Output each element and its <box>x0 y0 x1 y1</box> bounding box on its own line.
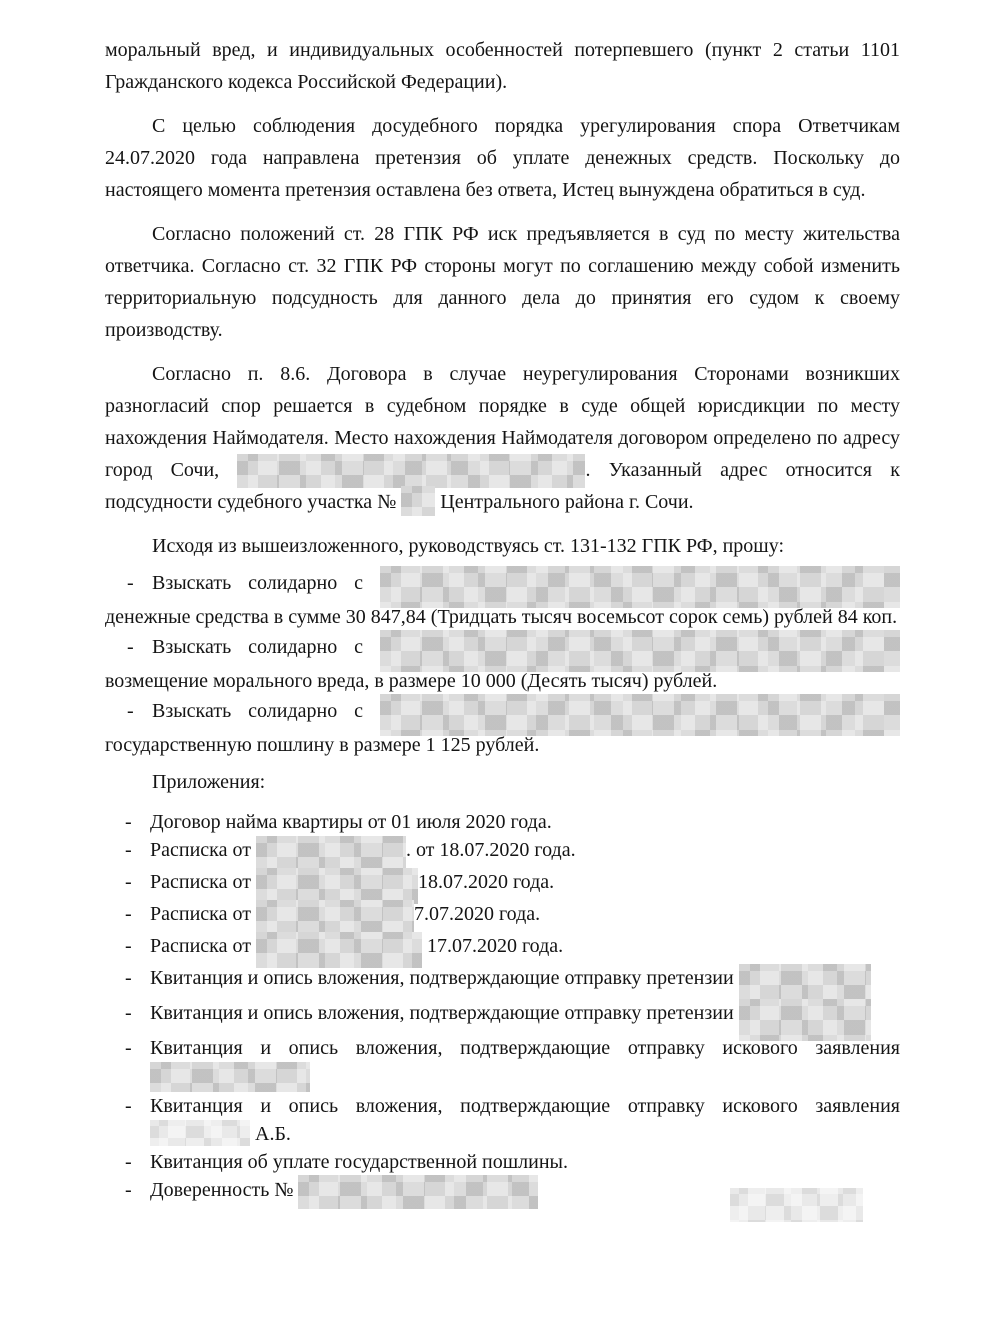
attachment-text-2: . от 18.07.2020 года. <box>405 839 576 861</box>
list-dash: - <box>127 700 134 722</box>
redaction-attorney-number <box>298 1175 538 1209</box>
attachment-item-claim-receipt-1 <box>105 964 900 999</box>
list-dash: - <box>125 1179 132 1201</box>
attachment-text-2: А.Б. <box>255 1123 291 1145</box>
redaction-address-block <box>237 454 585 488</box>
attachments-list <box>105 808 900 1207</box>
paragraph-jurisdiction-law: Согласно положений ст. 28 ГПК РФ иск предъявляется в суд по месту жительства ответчика. Согласно ст. 32 ГПК РФ стороны могут по соглашению между собой изменить территориальную подсудность для данного дела до принятия его судом к своему производству. <box>105 223 900 341</box>
paragraph-moral-harm: моральный вред, и индивидуальных особенностей потерпевшего (пункт 2 статьи 1101 Гражданского кодекса Российской Федерации). <box>105 39 900 93</box>
paragraph-petition-intro: Исходя из вышеизложенного, руководствуясь ст. 131-132 ГПК РФ, прошу: <box>152 535 785 557</box>
claim-lead: Взыскать солидарно с <box>152 572 364 594</box>
jurisdiction-text-1: Согласно п. 8.6. Договора в случае неурегулирования Сторонами возникших разногласий спор решается в судебном порядке в суде общей юрисдикции по месту нахождения Наймодателя. Место нахождения Наймодателя договором определено по адресу город Сочи, <box>105 363 900 481</box>
list-dash: - <box>125 1002 132 1024</box>
list-dash: - <box>125 1151 132 1173</box>
redaction-defendant-names <box>380 630 900 672</box>
attachment-text: Квитанция и опись вложения, подтверждающие отправку претензии <box>150 1002 734 1024</box>
list-dash: - <box>125 1095 132 1117</box>
attachment-text: Квитанция и опись вложения, подтверждающие отправку искового заявления <box>150 1037 900 1059</box>
redaction-receipt-name <box>256 836 406 872</box>
attachment-item-receipt-4 <box>105 932 900 964</box>
attachment-text-2: 17.07.2020 года. <box>426 935 564 957</box>
attachment-text-2: 7.07.2020 года. <box>413 903 541 925</box>
attachment-text: Квитанция и опись вложения, подтверждающие отправку искового заявления <box>150 1095 900 1117</box>
list-dash: - <box>125 871 132 893</box>
attachment-item-suit-receipt-2 <box>105 1092 900 1148</box>
attachment-text: Расписка от <box>150 871 251 893</box>
claim-lead: Взыскать солидарно с <box>152 636 364 658</box>
claim-item-money <box>105 568 900 632</box>
redaction-receipt-name <box>256 868 418 904</box>
attachment-text: Квитанция об уплате государственной пошлины. <box>150 1151 568 1173</box>
list-dash: - <box>125 1037 132 1059</box>
redaction-defendant-names <box>380 694 900 736</box>
claim-lead: Взыскать солидарно с <box>152 700 364 722</box>
redaction-addressee-name <box>150 1062 310 1092</box>
list-dash: - <box>127 572 134 594</box>
list-dash: - <box>125 839 132 861</box>
attachment-text: Расписка от <box>150 839 251 861</box>
claim-rest: денежные средства в сумме 30 847,84 (Тридцать тысяч восемьсот сорок семь) рублей 84 коп. <box>105 606 898 628</box>
attachment-text: Договор найма квартиры от 01 июля 2020 года. <box>150 811 552 833</box>
attachment-item-claim-receipt-2 <box>105 999 900 1034</box>
list-dash: - <box>125 935 132 957</box>
attachment-item-receipt-2 <box>105 868 900 900</box>
paragraph-contract-jurisdiction <box>105 358 900 518</box>
redaction-court-number <box>401 486 435 516</box>
claim-item-moral-damage <box>105 632 900 696</box>
claim-item-state-fee <box>105 696 900 760</box>
attachment-item-contract <box>105 808 900 836</box>
redaction-signature <box>730 1188 863 1222</box>
redaction-defendant-names <box>380 566 900 608</box>
jurisdiction-text-2: . Указанный адрес относится к подсудности судебного участка № <box>105 459 901 513</box>
attachment-text: Расписка от <box>150 935 251 957</box>
attachment-text-2: 18.07.2020 года. <box>417 871 555 893</box>
attachment-text: Расписка от <box>150 903 251 925</box>
attachment-text: Доверенность № <box>150 1179 294 1201</box>
attachments-title: Приложения: <box>152 771 266 793</box>
list-dash: - <box>125 903 132 925</box>
claim-rest: возмещение морального вреда, в размере 10 000 (Десять тысяч) рублей. <box>105 670 718 692</box>
redaction-receipt-name <box>256 900 414 936</box>
attachment-text: Квитанция и опись вложения, подтверждающие отправку претензии <box>150 967 734 989</box>
claims-list <box>105 568 900 760</box>
list-dash: - <box>127 636 134 658</box>
jurisdiction-text-3: Центрального района г. Сочи. <box>440 491 694 513</box>
attachment-item-receipt-3 <box>105 900 900 932</box>
attachment-item-suit-receipt-1 <box>105 1034 900 1092</box>
paragraph-pretrial-claim: С целью соблюдения досудебного порядка урегулирования спора Ответчикам 24.07.2020 года направлена претензия об уплате денежных средств. Поскольку до настоящего момента претензия оставлена без ответа, Истец вынуждена обратиться в суд. <box>105 115 900 201</box>
list-dash: - <box>125 967 132 989</box>
redaction-receipt-name <box>256 932 422 968</box>
list-dash: - <box>125 811 132 833</box>
attachment-item-receipt-1 <box>105 836 900 868</box>
redaction-addressee-name <box>150 1120 250 1146</box>
attachment-item-fee-receipt <box>105 1148 900 1176</box>
claim-rest: государственную пошлину в размере 1 125 рублей. <box>105 734 540 756</box>
